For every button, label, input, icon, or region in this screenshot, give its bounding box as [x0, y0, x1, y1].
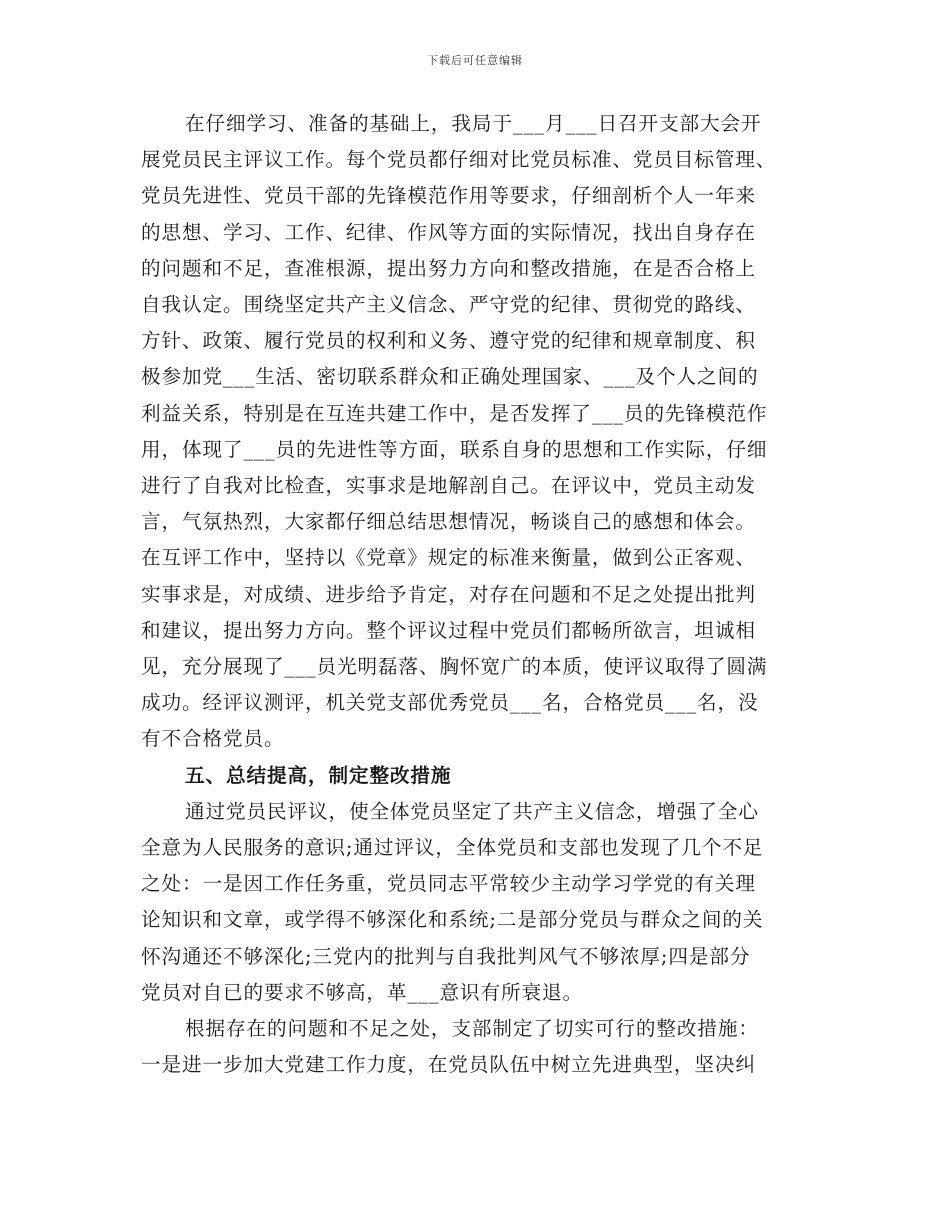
text-line: 实事求是，对成绩、进步给予肯定，对存在问题和不足之处提出批判 — [141, 582, 756, 606]
text-line: 言，气氛热烈，大家都仔细总结思想情况，畅谈自己的感想和体会。 — [141, 510, 756, 534]
page-header-note: 下载后可任意编辑 — [427, 54, 523, 67]
paragraph-rectification — [141, 1011, 811, 1083]
text-line: 用，体现了___员的先进性等方面，联系自身的思想和工作实际，仔细 — [141, 437, 768, 461]
text-line: 的思想、学习、工作、纪律、作风等方面的实际情况，找出自身存在 — [141, 220, 756, 244]
paragraph-democratic-review — [141, 106, 811, 758]
text-line: 方针、政策、履行党员的权利和义务、遵守党的纪律和规章制度、积 — [141, 329, 756, 353]
text-line: 在互评工作中，坚持以《党章》规定的标准来衡量，做到公正客观、 — [141, 546, 756, 570]
text-line: 怀沟通还不够深化;三党内的批判与自我批判风气不够浓厚;四是部分 — [141, 944, 751, 968]
text-line: 展党员民主评议工作。每个党员都仔细对比党员标准、党员目标管理、 — [141, 148, 777, 172]
text-line: 党员对自已的要求不够高，革___意识有所衰退。 — [141, 980, 583, 1004]
text-line: 自我认定。围绕坚定共产主义信念、严守党的纪律、贯彻党的路线、 — [141, 293, 756, 317]
text-line: 全意为人民服务的意识;通过评议，全体党员和支部也发现了几个不足 — [141, 836, 764, 860]
text-line: 见，充分展现了___员光明磊落、胸怀宽广的本质，使评议取得了圆满 — [141, 655, 768, 679]
text-line: 论知识和文章，或学得不够深化和系统;二是部分党员与群众之间的关 — [141, 908, 764, 932]
text-line: 的问题和不足，查准根源，提出努力方向和整改措施，在是否合格上 — [141, 256, 756, 280]
text-line: 之处：一是因工作任务重，党员同志平常较少主动学习学党的有关理 — [141, 872, 756, 896]
text-line: 成功。经评议测评，机关党支部优秀党员___名，合格党员___名，没 — [141, 691, 759, 715]
text-line: 有不合格党员。 — [141, 727, 285, 751]
text-line: 根据存在的问题和不足之处，支部制定了切实可行的整改措施： — [185, 1017, 759, 1041]
text-line: 利益关系，特别是在互连共建工作中，是否发挥了___员的先锋模范作 — [141, 401, 768, 425]
paragraph-summary — [141, 794, 811, 1011]
text-line: 党员先进性、党员干部的先锋模范作用等要求，仔细剖析个人一年来 — [141, 184, 756, 208]
text-line: 和建议，提出努力方向。整个评议过程中党员们都畅所欲言，坦诚相 — [141, 618, 756, 642]
text-line: 通过党员民评议，使全体党员坚定了共产主义信念，增强了全心 — [185, 799, 759, 823]
text-line: 一是进一步加大党建工作力度，在党员队伍中树立先进典型，坚决纠 — [141, 1053, 756, 1077]
section-heading: 五、总结提高，制定整改措施 — [185, 763, 452, 787]
text-line: 极参加党___生活、密切联系群众和正确处理国家、___及个人之间的 — [141, 365, 759, 389]
text-line: 进行了自我对比检查，实事求是地解剖自己。在评议中，党员主动发 — [141, 474, 756, 498]
text-line: 在仔细学习、准备的基础上，我局于___月___日召开支部大会开 — [185, 112, 762, 135]
document-body — [141, 106, 811, 1083]
